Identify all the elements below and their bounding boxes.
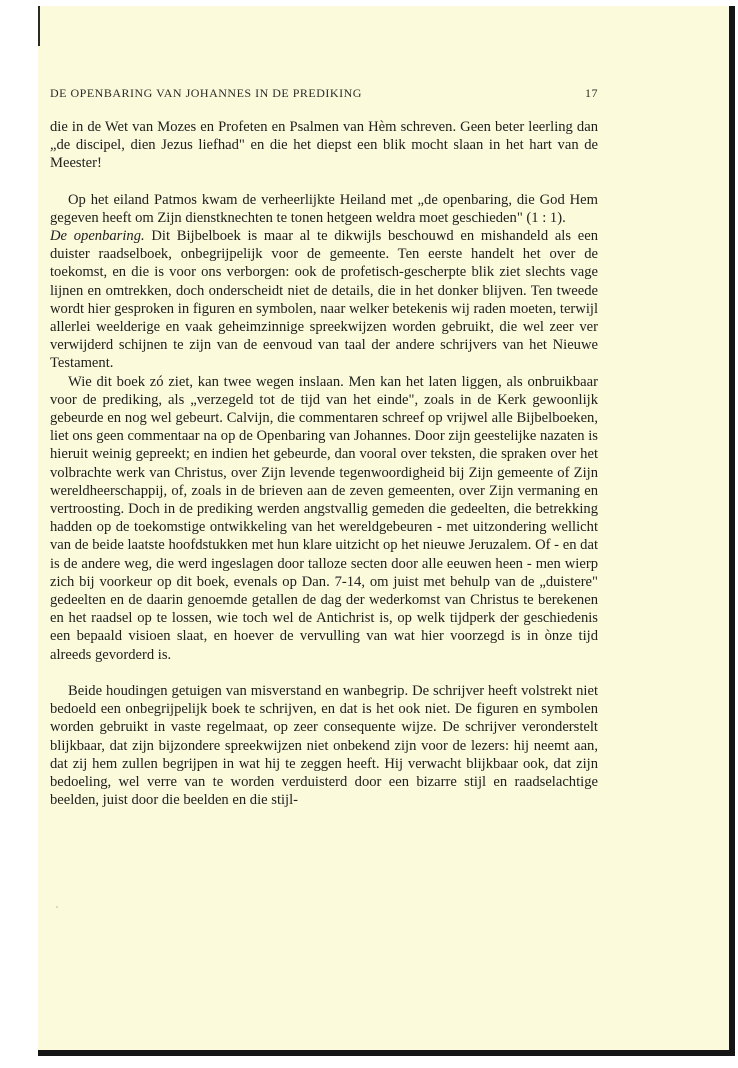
page-number: 17 [585,86,598,100]
scan-edge-bottom [38,1050,735,1056]
paragraph-3-text: Dit Bijbelboek is maar al te dikwijls beschouwd en mishandeld als een duister raadselboek, onbegrijpelijk voor de gemeente. Ten eerste handelt het over de toekomst, en die is voor ons verborgen: ook de profetisch-gescherpte blik ziet slechts vage lijnen en omtrekken, doch onderscheidt niet de details, die in het donker blijven. Ten tweede wordt hier gesproken in figuren en symbolen, naar welker betekenis wij raden moeten, terwijl allerlei weelderige en vaak geheimzinnige spreekwijzen worden gebruikt, die wel zeer ver verwijderd schijnen te zijn van de eenvoud van taal der andere schrijvers van het Nieuwe Testament. [50,228,598,372]
scan-edge-left [38,6,40,46]
scan-speck [56,906,58,908]
body-text [50,118,598,809]
paragraph-4: Wie dit boek zó ziet, kan twee wegen inslaan. Men kan het laten liggen, als onbruikbaar voor de prediking, als „verzegeld tot de tijd van het einde", zoals in de Kerk gewoonlijk gebeurde en nog wel gebeurt. Calvijn, die commentaren schreef op vrijwel alle Bijbelboeken, liet ons geen commentaar na op de Openbaring van Johannes. Door zijn geestelijke nazaten is hieruit weinig gepreekt; en indien het gebeurde, dan vooral over teksten, die spraken over het volbrachte werk van Christus, over Zijn levende tegenwoordigheid bij Zijn gemeente of Zijn wereldheerschappij, of, zoals in de brieven aan de zeven gemeenten, over Zijn vermaning en vertroosting. Doch in de prediking werden angstvallig gemeden die gedeelten, die betrekking hadden op de toekomstige ontwikkeling van het wereldgebeuren - met uitzondering wellicht van de beide laatste hoofdstukken met hun klare uitzicht op het nieuwe Jeruzalem. Of - en dat is de andere weg, die werd ingeslagen door talloze secten door alle eeuwen heen - men wierp zich bij voorkeur op dit boek, evenals op Dan. 7-14, om juist met behulp van de „duistere" gedeelten en de daarin genoemde getallen de dag der wederkomst van Christus te berekenen en het raadsel op te lossen, wie toch wel de Antichrist is, op welk tijdperk der geschiedenis een bepaald visioen slaat, en hoever de vervulling van wat hier voorzegd is in ònze tijd alreeds gevorderd is. [50,373,598,663]
paragraph-5: Beide houdingen getuigen van misverstand en wanbegrip. De schrijver heeft volstrekt niet bedoeld een onbegrijpelijk boek te schrijven, en dat is het ook niet. De figuren en symbolen worden gebruikt in vaste regelmaat, op zeer consequente wijze. De schrijver veronderstelt blijkbaar, dat zijn bijzondere spreekwijzen niet onbekend zijn voor de lezers: hij neemt aan, dat zij hem zullen begrijpen in wat hij te zeggen heeft. Hij verwacht blijkbaar ook, dat zijn bedoeling, wel verre van te worden verduisterd door een bizarre stijl en raadselachtige beelden, juist door die beelden en die stijl- [50,682,598,809]
paragraph-1: die in de Wet van Mozes en Profeten en Psalmen van Hèm schreven. Geen beter leerling dan „de discipel, dien Jezus liefhad" en die het diepst een blik mocht slaan in het hart van de Meester! [50,119,598,172]
paragraph-3 [50,227,598,373]
running-head-title: DE OPENBARING VAN JOHANNES IN DE PREDIKING [50,86,362,100]
paragraph-2: Op het eiland Patmos kwam de verheerlijkte Heiland met „de openbaring, die God Hem gegeven heeft om Zijn dienstknechten te tonen hetgeen weldra moet geschieden" (1 : 1). [50,191,598,226]
paragraph-3-lead: De openbaring. [50,228,145,245]
scan-edge-right [729,6,735,1056]
